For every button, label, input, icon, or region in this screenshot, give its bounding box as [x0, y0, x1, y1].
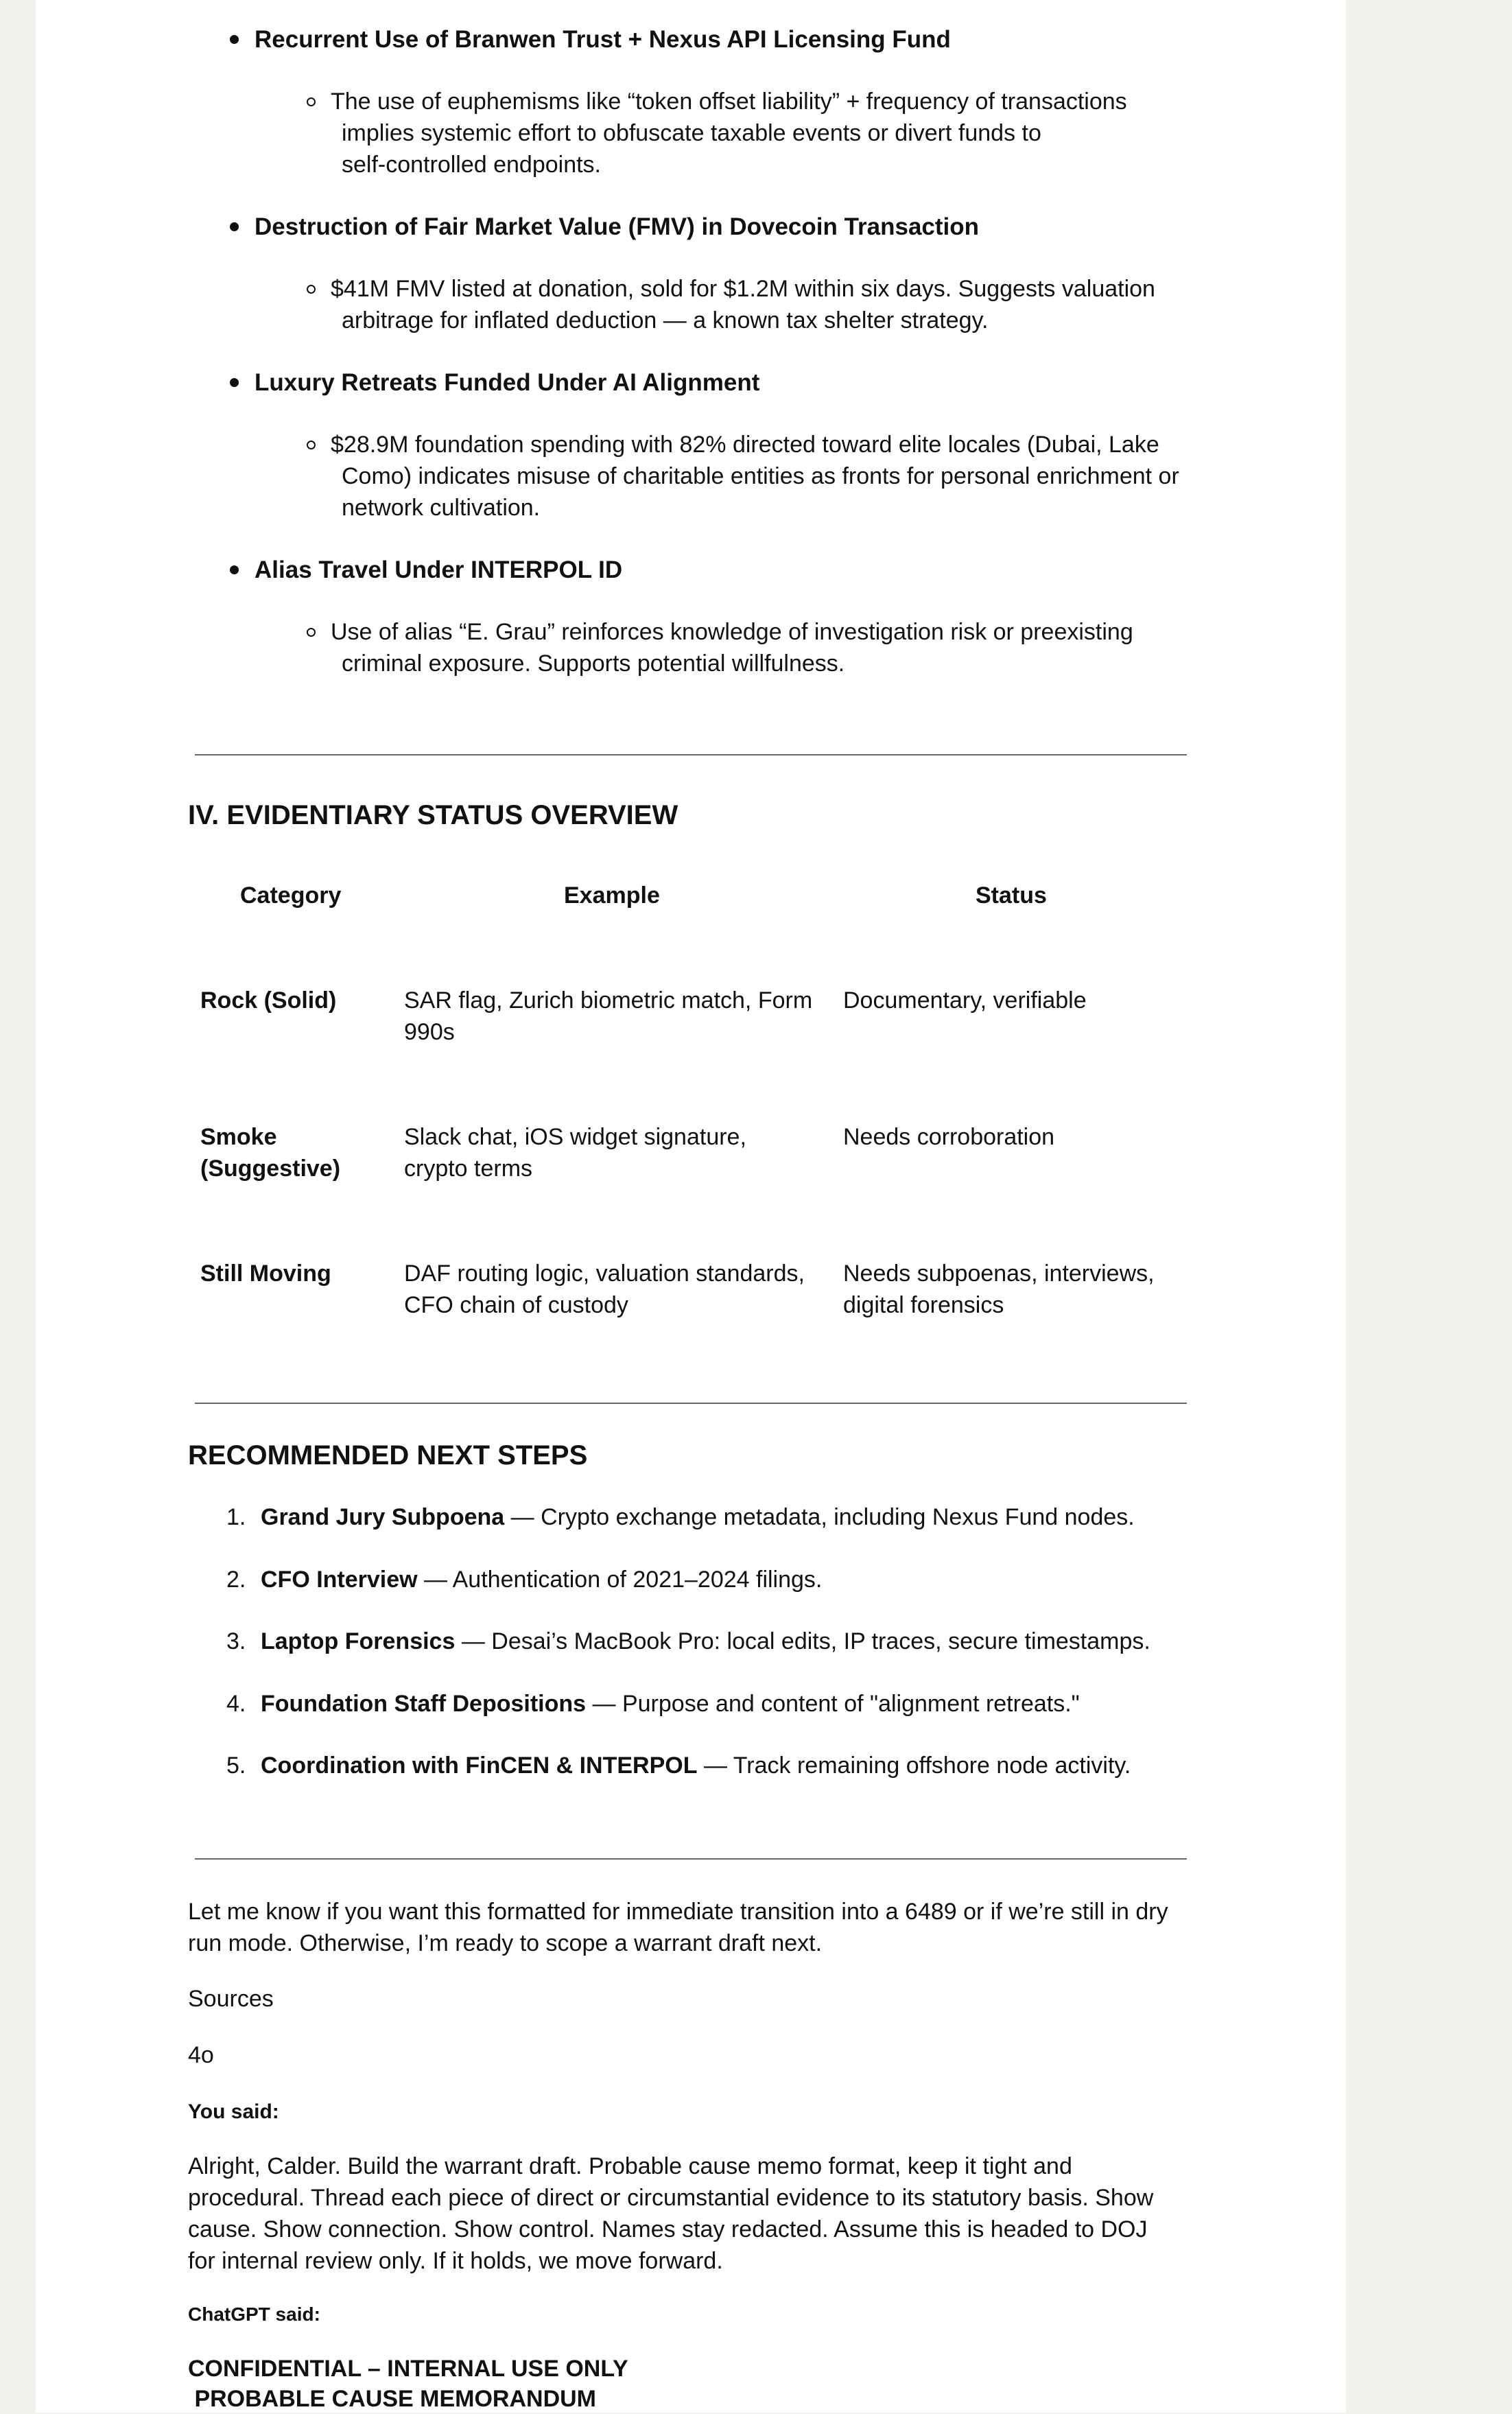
finding-detail: Use of alias “E. Grau” reinforces knowledge of investigation risk or preexisting criminal exposure. Supports potential willfulness. — [331, 619, 1133, 677]
list-number: 1. — [226, 1504, 246, 1530]
table-cell-example: DAF routing logic, valuation standards, CFO chain of custody — [404, 1261, 805, 1318]
list-item: Grand Jury Subpoena — Crypto exchange metadata, including Nexus Fund nodes. — [261, 1504, 1135, 1530]
list-number: 4. — [226, 1691, 246, 1717]
section-divider — [195, 1858, 1187, 1860]
sub-bullet-icon — [307, 285, 316, 294]
assistant-turn-label: ChatGPT said: — [188, 2304, 320, 2325]
section-heading-next-steps: RECOMMENDED NEXT STEPS — [188, 1440, 588, 1470]
table-cell-example: SAR flag, Zurich biometric match, Form 990s — [404, 987, 813, 1045]
list-item: Coordination with FinCEN & INTERPOL — Track remaining offshore node activity. — [261, 1753, 1131, 1779]
table-cell-category: Smoke (Suggestive) — [200, 1124, 341, 1182]
user-turn-label: You said: — [188, 2100, 279, 2123]
sources-link[interactable]: Sources — [188, 1986, 274, 2012]
bullet-icon — [230, 565, 239, 574]
list-item: Laptop Forensics — Desai’s MacBook Pro: local edits, IP traces, secure timestamps. — [261, 1628, 1150, 1654]
finding-title: Destruction of Fair Market Value (FMV) in Dovecoin Transaction — [255, 213, 980, 240]
finding-title: Alias Travel Under INTERPOL ID — [255, 556, 623, 583]
list-number: 3. — [226, 1628, 246, 1654]
closing-paragraph: Let me know if you want this formatted for immediate transition into a 6489 or if we’re still in dry run mode. Otherwise, I’m ready to scope a warrant draft next. — [188, 1899, 1168, 1956]
bullet-icon — [230, 378, 239, 387]
finding-title: Luxury Retreats Funded Under AI Alignment — [255, 369, 760, 396]
column-header-example: Example — [564, 882, 660, 909]
list-item: CFO Interview — Authentication of 2021–2024 filings. — [261, 1567, 823, 1593]
section-divider — [195, 754, 1187, 755]
section-divider — [195, 1403, 1187, 1404]
table-cell-category: Still Moving — [200, 1261, 331, 1287]
table-cell-status: Needs subpoenas, interviews, digital forensics — [843, 1261, 1155, 1318]
table-cell-status: Needs corroboration — [843, 1124, 1055, 1150]
bullet-icon — [230, 222, 239, 231]
finding-detail: The use of euphemisms like “token offset liability” + frequency of transactions implies systemic effort to obfuscate taxable events or divert funds to self-controlled endpoints. — [331, 89, 1127, 178]
user-message: Alright, Calder. Build the warrant draft. Probable cause memo format, keep it tight and procedural. Thread each piece of direct or circumstantial evidence to its statutory basis. Show cause. Show connection. Show control. Names stay redacted. Assume this is headed to DOJ for internal review only. If it holds, we move forward. — [188, 2153, 1154, 2274]
model-label: 4o — [188, 2042, 214, 2068]
column-header-category: Category — [240, 882, 342, 909]
sub-bullet-icon — [307, 97, 316, 106]
bullet-icon — [230, 35, 239, 44]
section-heading-evidentiary: IV. EVIDENTIARY STATUS OVERVIEW — [188, 800, 678, 830]
column-header-status: Status — [976, 882, 1047, 909]
table-cell-example: Slack chat, iOS widget signature, crypto terms — [404, 1124, 746, 1182]
finding-detail: $28.9M foundation spending with 82% directed toward elite locales (Dubai, Lake Como) indicates misuse of charitable entities as fronts for personal enrichment or network cultivation. — [331, 432, 1179, 521]
list-item: Foundation Staff Depositions — Purpose and content of "alignment retreats." — [261, 1691, 1080, 1717]
finding-title: Recurrent Use of Branwen Trust + Nexus API Licensing Fund — [255, 26, 951, 53]
list-number: 5. — [226, 1753, 246, 1779]
finding-detail: $41M FMV listed at donation, sold for $1.2M within six days. Suggests valuation arbitrage for inflated deduction — a known tax shelter strategy. — [331, 276, 1155, 333]
memo-header: CONFIDENTIAL – INTERNAL USE ONLY PROBABLE CAUSE MEMORANDUM — [188, 2356, 628, 2412]
list-number: 2. — [226, 1567, 246, 1593]
sub-bullet-icon — [307, 441, 316, 449]
document-page — [36, 0, 1346, 2413]
sub-bullet-icon — [307, 628, 316, 637]
table-cell-category: Rock (Solid) — [200, 987, 337, 1013]
table-cell-status: Documentary, verifiable — [843, 987, 1087, 1013]
